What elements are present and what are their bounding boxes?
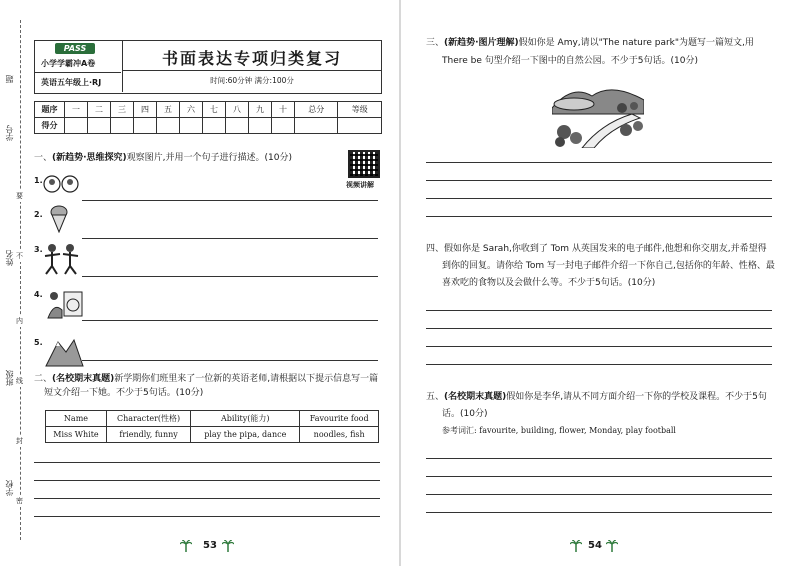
answer-line[interactable] bbox=[34, 498, 380, 499]
score-cell[interactable] bbox=[226, 118, 249, 134]
section-instruction-cont: 到你的回复。请你给 Tom 写一封电子邮件介绍一下你自己,包括你的年龄、性格、最 bbox=[442, 261, 775, 271]
answer-line[interactable] bbox=[426, 364, 772, 365]
column-header: 八 bbox=[226, 102, 249, 118]
answer-line[interactable] bbox=[82, 238, 378, 239]
washing-machine-icon bbox=[44, 288, 84, 322]
mountain-icon bbox=[44, 334, 84, 368]
section-tag: (新趋势·图片理解) bbox=[444, 38, 519, 48]
table-cell: Miss White bbox=[46, 427, 107, 443]
score-cell[interactable] bbox=[111, 118, 134, 134]
seal-char: 要 bbox=[16, 192, 23, 200]
answer-line[interactable] bbox=[82, 276, 378, 277]
score-cell[interactable] bbox=[203, 118, 226, 134]
section-number: 一、 bbox=[34, 153, 53, 163]
score-cell[interactable] bbox=[134, 118, 157, 134]
palm-tree-icon bbox=[606, 540, 618, 552]
answer-line[interactable] bbox=[34, 462, 380, 463]
reference-vocabulary: 参考词汇: favourite, building, flower, Monday, play football bbox=[442, 426, 676, 435]
column-header: 九 bbox=[249, 102, 272, 118]
section-instruction: 假如你是 Sarah,你收到了 Tom 从英国发来的电子邮件,他想和你交朋友,并希望得 bbox=[444, 244, 767, 254]
answer-line[interactable] bbox=[426, 494, 772, 495]
section-instruction: 观察图片,并用一个句子进行描述。(10分) bbox=[126, 153, 293, 163]
score-table-score-row bbox=[35, 118, 382, 134]
score-table-header-row bbox=[35, 102, 382, 118]
children-picture-icon bbox=[43, 172, 79, 196]
score-cell[interactable] bbox=[272, 118, 295, 134]
answer-line[interactable] bbox=[82, 360, 378, 361]
seal-char: 不 bbox=[16, 252, 23, 260]
seal-char: 内 bbox=[16, 317, 23, 325]
worksheet-header bbox=[34, 40, 382, 94]
palm-tree-icon bbox=[570, 540, 582, 552]
answer-line[interactable] bbox=[426, 180, 772, 181]
grade-label: 英语五年级上·RJ bbox=[41, 78, 102, 87]
column-header: 三 bbox=[111, 102, 134, 118]
column-header: 总分 bbox=[295, 102, 338, 118]
column-header: 等级 bbox=[338, 102, 382, 118]
column-header: Name bbox=[46, 411, 107, 427]
column-header: Character(性格) bbox=[106, 411, 190, 427]
score-cell[interactable] bbox=[88, 118, 111, 134]
cut-line bbox=[20, 20, 21, 540]
margin-label-class: 班级 bbox=[5, 370, 14, 386]
column-header: 五 bbox=[157, 102, 180, 118]
seal-char: 封 bbox=[16, 437, 23, 445]
column-header: 六 bbox=[180, 102, 203, 118]
column-header: Ability(能力) bbox=[191, 411, 300, 427]
margin-label-school: 学校 bbox=[5, 480, 14, 496]
item-number: 3. bbox=[34, 245, 43, 254]
section-number: 三、 bbox=[426, 38, 445, 48]
column-header: 二 bbox=[88, 102, 111, 118]
section-instruction-cont: 话。(10分) bbox=[442, 409, 488, 419]
answer-line[interactable] bbox=[426, 512, 772, 513]
teacher-info-table bbox=[45, 410, 379, 443]
answer-line[interactable] bbox=[82, 320, 378, 321]
palm-tree-icon bbox=[222, 540, 234, 552]
nature-park-illustration bbox=[552, 78, 644, 148]
score-cell[interactable] bbox=[295, 118, 338, 134]
divider bbox=[35, 72, 121, 73]
section-tag: (名校期末真题) bbox=[444, 392, 507, 402]
section-1-title bbox=[34, 151, 344, 165]
pass-logo: PASS bbox=[55, 43, 95, 54]
brand-area bbox=[35, 41, 123, 92]
section-instruction-cont: 短文介绍一下她。不少于5句话。(10分) bbox=[44, 388, 204, 398]
answer-line[interactable] bbox=[426, 216, 772, 217]
column-header: Favourite food bbox=[300, 411, 379, 427]
answer-line[interactable] bbox=[426, 346, 772, 347]
item-number: 5. bbox=[34, 338, 43, 347]
page-number: 54 bbox=[588, 540, 602, 551]
answer-line[interactable] bbox=[426, 310, 772, 311]
score-cell[interactable] bbox=[338, 118, 382, 134]
score-cell[interactable] bbox=[157, 118, 180, 134]
answer-line[interactable] bbox=[426, 476, 772, 477]
series-name: 小学学霸冲A卷 bbox=[41, 59, 96, 68]
section-2-title bbox=[34, 372, 384, 400]
table-header-row bbox=[46, 411, 379, 427]
section-3-title bbox=[426, 36, 776, 68]
section-4-title bbox=[426, 242, 786, 290]
column-header: 七 bbox=[203, 102, 226, 118]
column-header: 十 bbox=[272, 102, 295, 118]
section-tag: (名校期末真题) bbox=[52, 374, 115, 384]
item-number: 1. bbox=[34, 176, 43, 185]
score-table bbox=[34, 101, 382, 134]
section-instruction: 新学期你们班里来了一位新的英语老师,请根据以下提示信息写一篇 bbox=[114, 374, 379, 384]
answer-line[interactable] bbox=[426, 162, 772, 163]
qr-code[interactable] bbox=[348, 150, 380, 178]
answer-line[interactable] bbox=[82, 200, 378, 201]
column-header: 四 bbox=[134, 102, 157, 118]
answer-line[interactable] bbox=[426, 328, 772, 329]
divider bbox=[123, 70, 381, 71]
section-number: 四、 bbox=[426, 244, 445, 254]
answer-line[interactable] bbox=[34, 480, 380, 481]
margin-label-subject: 题 bbox=[5, 75, 14, 83]
page-title: 书面表达专项归类复习 bbox=[161, 49, 342, 68]
binding-margin bbox=[4, 20, 26, 540]
answer-line[interactable] bbox=[426, 198, 772, 199]
section-instruction-cont: There be 句型介绍一下图中的自然公园。不少于5句话。(10分) bbox=[442, 56, 698, 66]
section-instruction-cont: 喜欢吃的食物以及会做什么等。不少于5句话。(10分) bbox=[442, 278, 656, 288]
table-row bbox=[46, 427, 379, 443]
item-number: 2. bbox=[34, 210, 43, 219]
table-cell: noodles, fish bbox=[300, 427, 379, 443]
section-instruction: 假如你是李华,请从不同方面介绍一下你的学校及课程。不少于5句 bbox=[506, 392, 767, 402]
margin-label-student-id: 学号 bbox=[5, 125, 14, 141]
section-tag: (新趋势·思维探究) bbox=[52, 153, 127, 163]
qr-caption: 视频讲解 bbox=[346, 181, 374, 189]
score-cell[interactable] bbox=[249, 118, 272, 134]
seal-char: 密 bbox=[16, 497, 23, 505]
dancing-people-icon bbox=[42, 242, 80, 276]
section-instruction: 假如你是 Amy,请以"The nature park"为题写一篇短文,用 bbox=[518, 38, 754, 48]
answer-line[interactable] bbox=[34, 516, 380, 517]
time-and-score: 时间:60分钟 满分:100分 bbox=[210, 76, 294, 85]
ice-cream-icon bbox=[48, 205, 70, 233]
palm-tree-icon bbox=[180, 540, 192, 552]
margin-label-name: 姓名 bbox=[5, 250, 14, 266]
score-cell[interactable] bbox=[180, 118, 203, 134]
table-cell: friendly, funny bbox=[106, 427, 190, 443]
score-cell[interactable] bbox=[65, 118, 88, 134]
section-5-title bbox=[426, 390, 776, 438]
row-header: 得分 bbox=[35, 118, 65, 134]
row-header: 题序 bbox=[35, 102, 65, 118]
section-number: 五、 bbox=[426, 392, 445, 402]
page-number: 53 bbox=[203, 540, 217, 551]
column-header: 一 bbox=[65, 102, 88, 118]
answer-line[interactable] bbox=[426, 458, 772, 459]
item-number: 4. bbox=[34, 290, 43, 299]
section-number: 二、 bbox=[34, 374, 53, 384]
table-cell: play the pipa, dance bbox=[191, 427, 300, 443]
seal-char: 线 bbox=[16, 377, 23, 385]
